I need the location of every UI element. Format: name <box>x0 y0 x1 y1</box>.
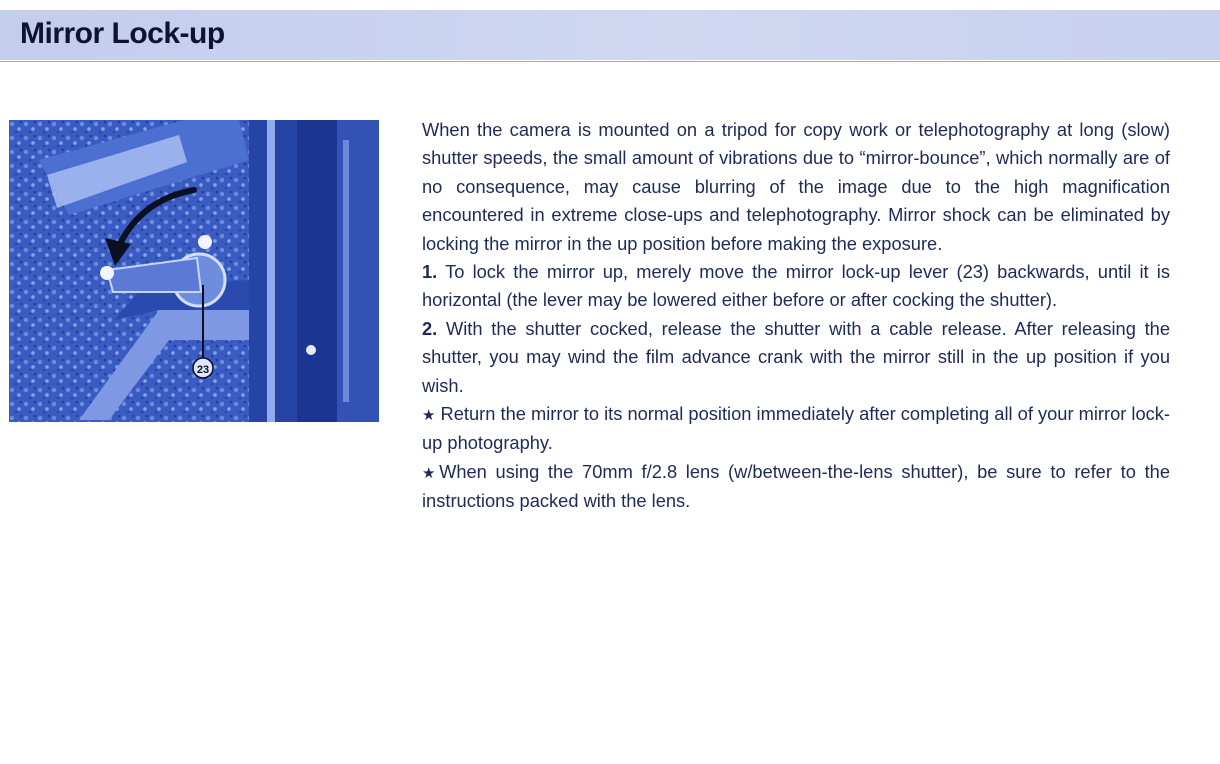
camera-mirror-lockup-photo <box>9 120 379 422</box>
step-number: 1. <box>422 261 438 283</box>
star-icon: ★ <box>422 463 440 482</box>
title-band <box>0 10 1220 60</box>
step-text: To lock the mirror up, merely move the mirror lock-up lever (23) backwards, until it is horizontal (the lever may be lowered either before or after cocking the shutter). <box>422 261 1170 311</box>
step-2 <box>422 315 1170 400</box>
intro-paragraph: When the camera is mounted on a tripod for copy work or telephotography at long (slow) shutter speeds, the small amount of vibrations due to “mirror-bounce”, which normally are of no consequence, may cause blurring of the image due to the high magnification encountered in extreme close-ups and telephotography. Mirror shock can be eliminated by locking the mirror in the up position before making the exposure. <box>422 119 1170 254</box>
note-1 <box>422 400 1170 458</box>
page-title: Mirror Lock-up <box>20 17 225 50</box>
step-text: With the shutter cocked, release the shutter with a cable release. After releasing the shutter, you may wind the film advance crank with the mirror still in the up position if you wish. <box>422 317 1170 396</box>
callout-number: 23 <box>196 364 210 376</box>
step-number: 2. <box>422 317 438 339</box>
instruction-text <box>422 116 1170 516</box>
step-1 <box>422 258 1170 315</box>
note-text: Return the mirror to its normal position immediately after completing all of your mirror lock-up photography. <box>422 403 1171 454</box>
star-icon: ★ <box>422 406 436 425</box>
note-text: When using the 70mm f/2.8 lens (w/between-the-lens shutter), be sure to refer to the instructions packed with the lens. <box>422 460 1170 512</box>
note-2 <box>422 458 1170 516</box>
